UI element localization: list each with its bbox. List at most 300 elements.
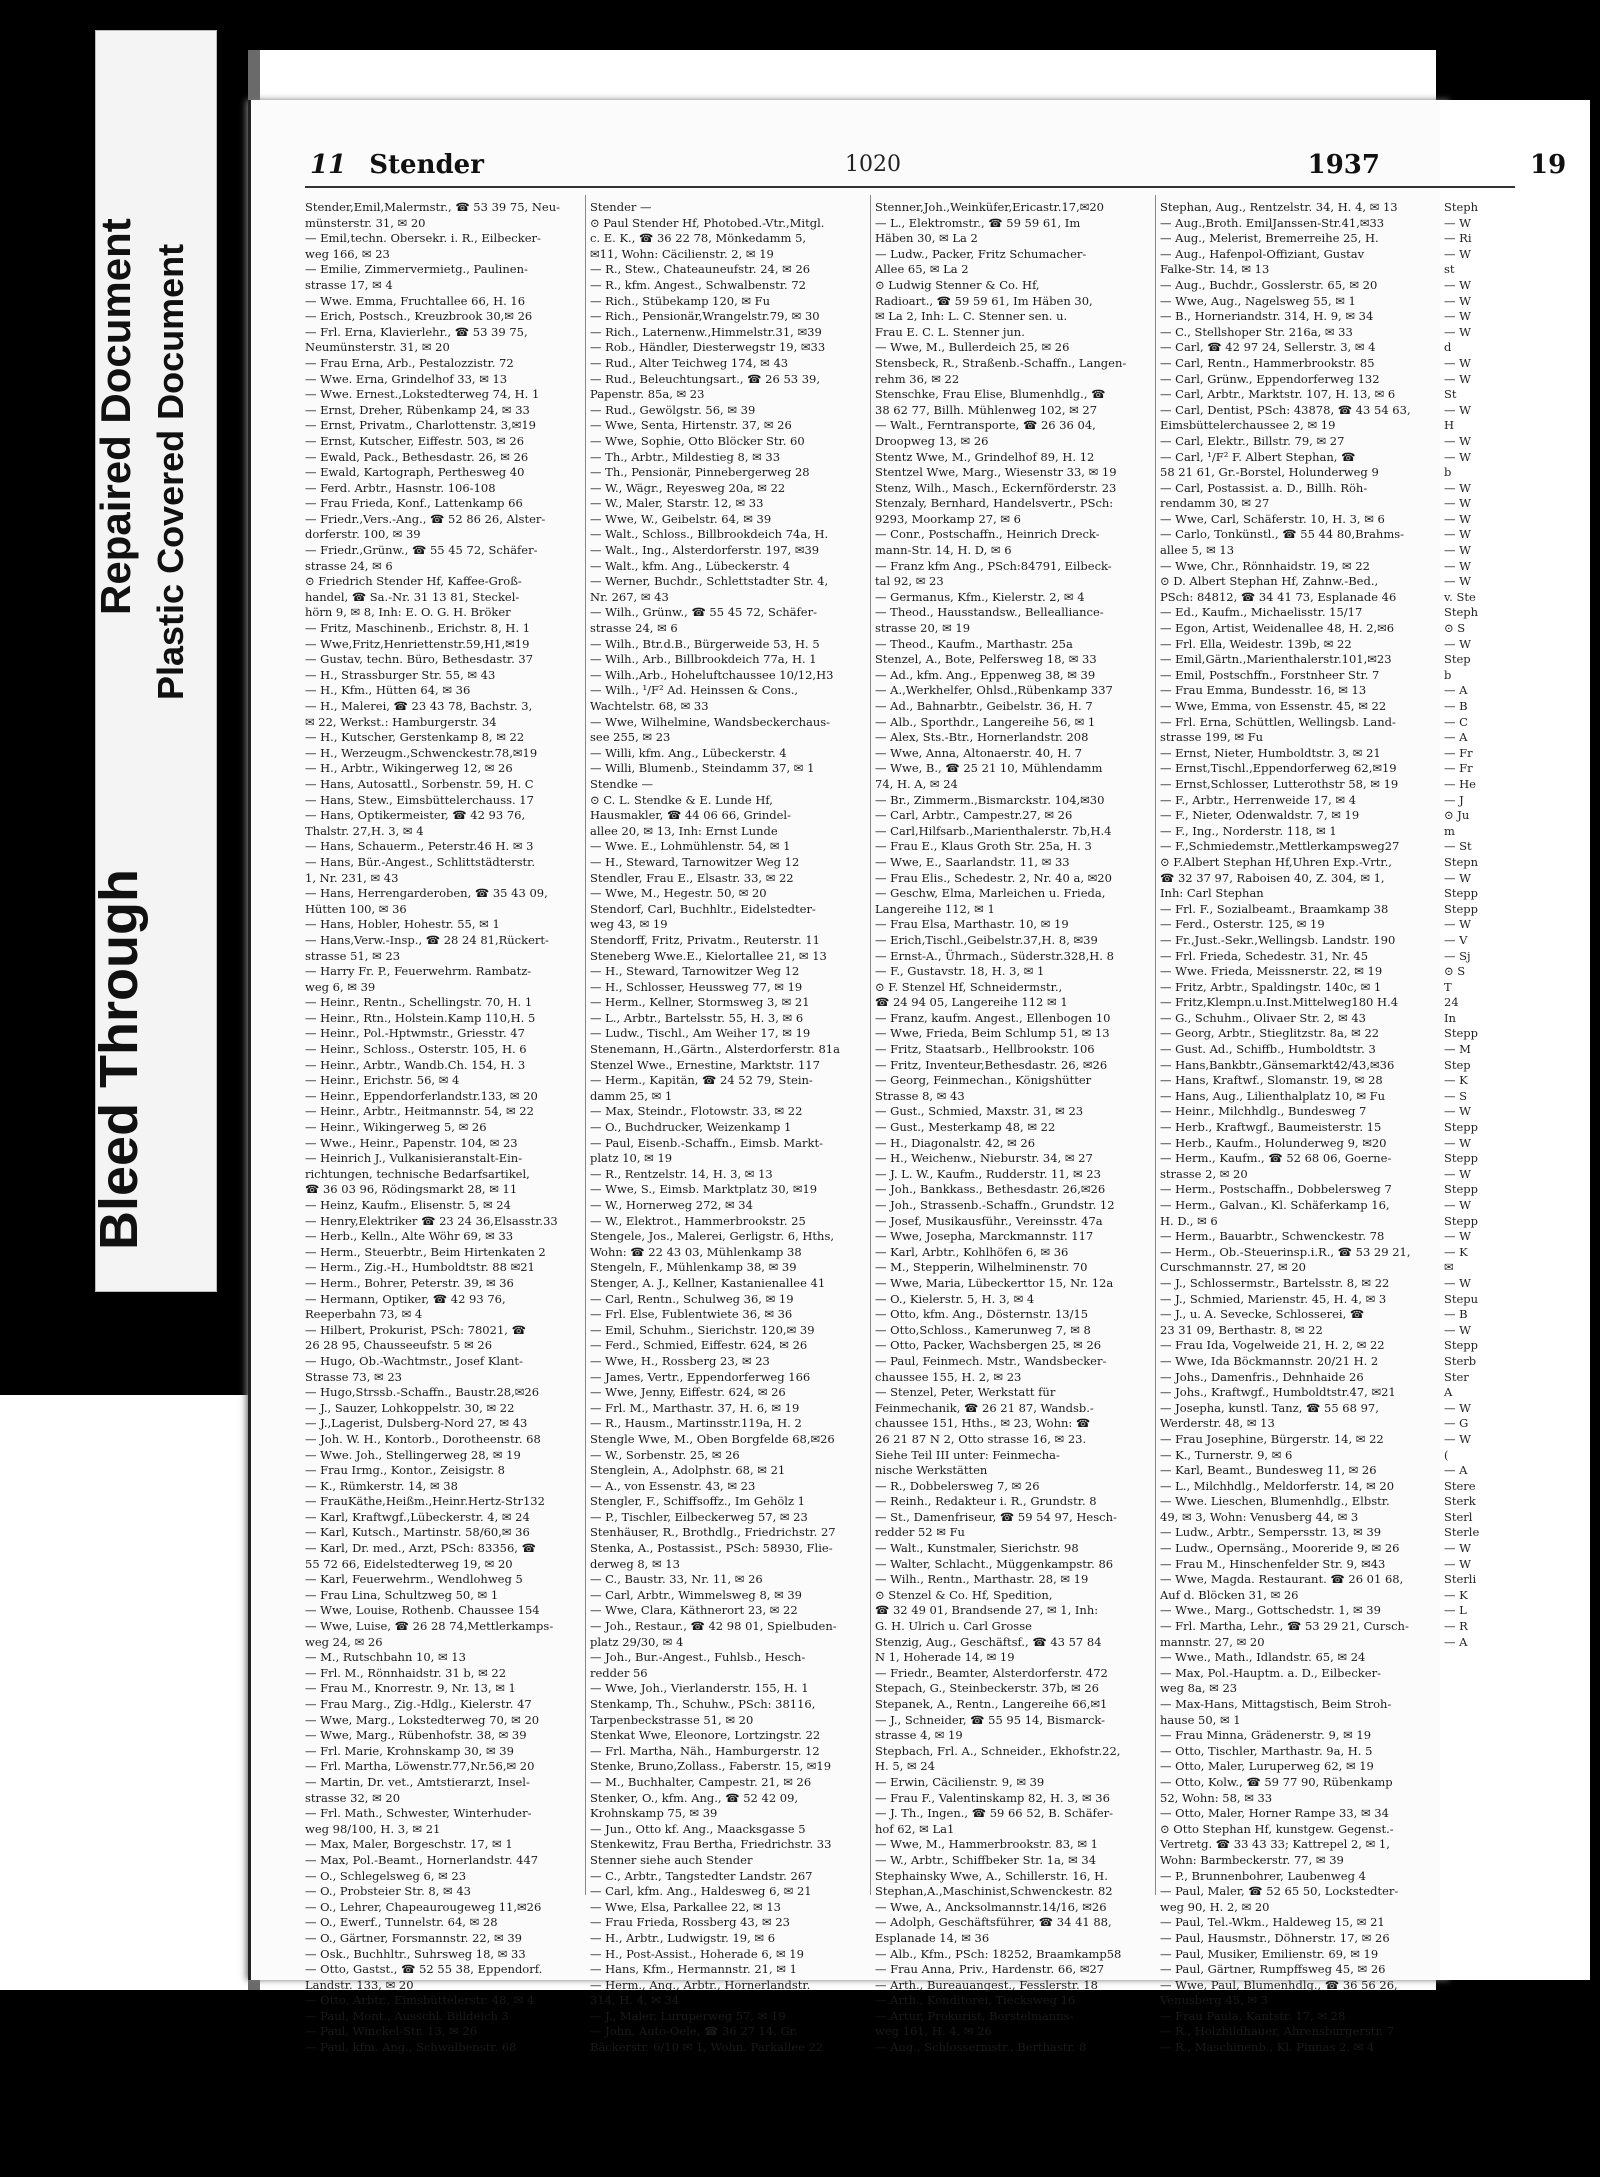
directory-entry: — Hans, Bür.-Angest., Schlittstädterstr. <box>305 854 536 869</box>
directory-entry: — H., Arbtr., Wikingerweg 12, ✉ 26 <box>305 761 513 776</box>
directory-entry: — Wwe. Erna, Grindelhof 33, ✉ 13 <box>305 371 508 386</box>
directory-entry: Curschmannstr. 27, ✉ 20 <box>1160 1260 1306 1275</box>
directory-entry: — Willi, kfm. Ang., Lübeckerstr. 4 <box>590 745 787 760</box>
directory-entry: Stephan, Aug., Rentzelstr. 34, H. 4, ✉ 13 <box>1160 200 1398 214</box>
directory-entry: Droopweg 13, ✉ 26 <box>875 433 989 448</box>
directory-entry: Eimsbüttelerchaussee 2, ✉ 19 <box>1160 418 1336 433</box>
directory-entry: Stenz, Wilh., Masch., Eckernförderstr. 23 <box>875 480 1117 495</box>
directory-entry: — Joh., Bur.-Angest., Fuhlsb., Hesch- <box>590 1650 806 1665</box>
directory-entry: — H., Steward, Tarnowitzer Weg 12 <box>590 854 800 869</box>
directory-entry: — Wwe, Frieda, Beim Schlump 51, ✉ 13 <box>875 1026 1110 1041</box>
directory-entry: chaussee 155, H. 2, ✉ 23 <box>875 1369 1022 1384</box>
directory-entry: weg 24, ✉ 26 <box>305 1634 383 1649</box>
directory-entry: — Fr <box>1444 745 1473 760</box>
directory-entry: chaussee 151, Hths., ✉ 23, Wohn: ☎ <box>875 1416 1091 1431</box>
directory-entry: — Otto, Arbtr., Eimsbüttelerstr. 48, ✉ 4 <box>305 1993 535 2008</box>
directory-entry: — James, Vertr., Eppendorferweg 166 <box>590 1369 811 1384</box>
directory-entry: — J., Maler, Luruperweg 57, ✉ 19 <box>590 2008 786 2023</box>
directory-entry: — Johs., Kraftwgf., Humboldtstr.47, ✉21 <box>1160 1385 1396 1400</box>
directory-entry: N 1, Hoherade 14, ✉ 19 <box>875 1650 1015 1665</box>
directory-entry: — Herm., Bauarbtr., Schwenckestr. 78 <box>1160 1229 1385 1244</box>
directory-entry: Steneberg Wwe.E., Kielortallee 21, ✉ 13 <box>590 948 827 963</box>
directory-entry: strasse 17, ✉ 4 <box>305 277 393 292</box>
directory-entry: — Ernst-A., Ührmach., Süderstr.328,H. 8 <box>875 948 1114 963</box>
directory-entry: — Hans, Herrengarderoben, ☎ 35 43 09, <box>305 886 548 901</box>
directory-entry: — W <box>1444 1135 1471 1150</box>
directory-entry: — Walt., Ing., Alsterdorferstr. 197, ✉39 <box>590 543 820 558</box>
directory-entry: ✉ <box>1444 1260 1454 1275</box>
directory-entry: handel, ☎ Sa.-Nr. 31 13 81, Steckel- <box>305 589 520 604</box>
directory-entry: Stenglein, A., Adolphstr. 68, ✉ 21 <box>590 1463 786 1478</box>
directory-entry: — W <box>1444 1400 1471 1415</box>
directory-entry: — Otto, Packer, Wachsbergen 25, ✉ 26 <box>875 1338 1102 1353</box>
directory-entry: Stenzel Wwe., Ernestine, Marktstr. 117 <box>590 1057 820 1072</box>
directory-entry: — Heinr., Pol.-Hptwmstr., Griesstr. 47 <box>305 1026 525 1041</box>
directory-entry: — Paul, Winckel-Str. 13, ✉ 26 <box>305 2024 478 2039</box>
directory-entry: nische Werkstätten <box>875 1463 988 1478</box>
directory-entry: — A <box>1444 1463 1468 1478</box>
directory-entry: — Frau Frieda, Rossberg 43, ✉ 23 <box>590 1915 790 1930</box>
directory-entry: ⊙ S <box>1444 964 1466 979</box>
directory-entry: — Frau Frieda, Konf., Lattenkamp 66 <box>305 496 523 511</box>
directory-entry: — W <box>1444 558 1471 573</box>
directory-entry: — Otto, Maler, Horner Rampe 33, ✉ 34 <box>1160 1806 1389 1821</box>
directory-entry: — W <box>1444 917 1471 932</box>
directory-entry: — Herb., Kraftwgf., Baumeisterstr. 15 <box>1160 1120 1382 1135</box>
directory-entry: richtungen, technische Bedarfsartikel, <box>305 1166 530 1181</box>
directory-entry: — Ferd. Arbtr., Hasnstr. 106-108 <box>305 480 496 495</box>
directory-entry: — A <box>1444 683 1468 698</box>
directory-entry: — W <box>1444 449 1471 464</box>
directory-entry: Stentzel Wwe, Marg., Wiesenstr 33, ✉ 19 <box>875 465 1117 480</box>
directory-entry: — Frl. Martha, Löwenstr.77,Nr.56,✉ 20 <box>305 1759 535 1774</box>
directory-entry: Falke-Str. 14, ✉ 13 <box>1160 262 1270 277</box>
directory-entry: — W <box>1444 1166 1471 1181</box>
directory-entry: — W <box>1444 1322 1471 1337</box>
directory-entry: — Otto, Gastst., ☎ 52 55 38, Eppendorf. <box>305 1962 543 1977</box>
directory-entry: Stepp <box>1444 1338 1479 1353</box>
directory-entry: — Willi, Blumenb., Steindamm 37, ✉ 1 <box>590 761 815 776</box>
directory-entry: — Hans, Aug., Lilienthalplatz 10, ✉ Fu <box>1160 1088 1385 1103</box>
directory-entry: — W <box>1444 1104 1471 1119</box>
directory-entry: — Hans, Schauerm., Peterstr.46 H. ✉ 3 <box>305 839 534 854</box>
directory-entry: Stepach, G., Steinbeckerstr. 37b, ✉ 26 <box>875 1681 1099 1696</box>
directory-entry: — Frl. F., Sozialbeamt., Braamkamp 38 <box>1160 901 1389 916</box>
directory-entry: — St., Damenfriseur, ☎ 59 54 97, Hesch- <box>875 1509 1117 1524</box>
directory-entry: — Carl, Grünw., Eppendorferweg 132 <box>1160 371 1380 386</box>
directory-entry: ✉11, Wohn: Cäcilienstr. 2, ✉ 19 <box>590 246 774 261</box>
directory-entry: — R., Stew., Chateauneufstr. 24, ✉ 26 <box>590 262 811 277</box>
directory-entry: — Frl. M., Rönnhaidstr. 31 b, ✉ 22 <box>305 1665 507 1680</box>
directory-entry: Thalstr. 27,H. 3, ✉ 4 <box>305 823 424 838</box>
directory-entry: Stepp <box>1444 1120 1479 1135</box>
directory-entry: — Jun., Otto kf. Ang., Maacksgasse 5 <box>590 1821 806 1836</box>
directory-entry: — Alb., Sporthdr., Langereihe 56, ✉ 1 <box>875 714 1096 729</box>
directory-entry: — Karl, Beamt., Bundesweg 11, ✉ 26 <box>1160 1463 1377 1478</box>
directory-entry: — Ed., Kaufm., Michaelisstr. 15/17 <box>1160 605 1363 620</box>
directory-entry: — Erich, Postsch., Kreuzbrook 30,✉ 26 <box>305 309 533 324</box>
directory-entry: — H., Steward, Tarnowitzer Weg 12 <box>590 964 800 979</box>
directory-entry: — Wwe, Emma, von Essenstr. 45, ✉ 22 <box>1160 699 1387 713</box>
directory-entry: — Wilh.,Arb., Hoheluftchaussee 10/12,H3 <box>590 667 834 682</box>
directory-entry: Stenemann, H.,Gärtn., Alsterdorferstr. 81a <box>590 1042 840 1057</box>
directory-entry: — Frl. Ella, Weidestr. 139b, ✉ 22 <box>1160 636 1352 651</box>
directory-entry: — L., Arbtr., Bartelsstr. 55, H. 3, ✉ 6 <box>590 1010 804 1025</box>
directory-entry: — C., Stellshoper Str. 216a, ✉ 33 <box>1160 324 1353 339</box>
directory-entry: — Aug., Schlossermstr., Berthastr. 8 <box>875 2040 1087 2055</box>
directory-entry: Bäckerstr. 6/10 ✉ 1, Wohn. Parkallee 22 <box>590 2040 824 2055</box>
directory-entry: Sterle <box>1444 1525 1480 1540</box>
directory-entry: — A.,Werkhelfer, Ohlsd.,Rübenkamp 337 <box>875 683 1113 698</box>
directory-entry: Stensbeck, R., Straßenb.-Schaffn., Langen- <box>875 355 1127 370</box>
directory-entry: ⊙ Ju <box>1444 808 1470 823</box>
directory-entry: — Fritz, Staatsarb., Hellbrookstr. 106 <box>875 1042 1095 1057</box>
directory-entry: — John, Auto-Oele, ☎ 36 27 14, Gr. <box>590 2024 798 2039</box>
column-divider <box>1155 195 1156 1895</box>
directory-entry: Stendler, Frau E., Elsastr. 33, ✉ 22 <box>590 870 794 885</box>
plastic-covered-label: Plastic Covered Document <box>150 243 191 700</box>
directory-entry: — Wwe., Heinr., Papenstr. 104, ✉ 23 <box>305 1135 518 1150</box>
directory-entry: — Martin, Dr. vet., Amtstierarzt, Insel- <box>305 1774 530 1789</box>
directory-entry: Stepp <box>1444 1026 1479 1041</box>
directory-entry: — Frau Emma, Bundesstr. 16, ✉ 13 <box>1160 683 1367 698</box>
directory-entry: ⊙ C. L. Stendke & E. Lunde Hf, <box>590 792 773 807</box>
directory-entry: — Theod., Kaufm., Marthastr. 25a <box>875 636 1073 651</box>
directory-entry: — Ewald, Kartograph, Perthesweg 40 <box>305 465 525 480</box>
directory-entry: — Josef, Musikausführ., Vereinsstr. 47a <box>875 1213 1103 1228</box>
directory-entry: hause 50, ✉ 1 <box>1160 1712 1241 1727</box>
directory-entry: — R., Rentzelstr. 14, H. 3, ✉ 13 <box>590 1166 773 1181</box>
directory-entry: — B., Horneriandstr. 314, H. 9, ✉ 34 <box>1160 309 1374 324</box>
directory-entry: — Paul, Maler, ☎ 52 65 50, Lockstedter- <box>1160 1884 1399 1899</box>
directory-entry: ☎ 32 37 97, Raboisen 40, Z. 304, ✉ 1, <box>1160 870 1385 885</box>
directory-entry: Stenke, Bruno,Zollass., Faberstr. 15, ✉19 <box>590 1759 832 1774</box>
directory-entry: — Paul, Mont., Ausschl. Billdeich 3 <box>305 2008 509 2023</box>
directory-entry: — Heinz, Kaufm., Elisenstr. 5, ✉ 24 <box>305 1198 511 1212</box>
directory-entry: — W <box>1444 246 1471 261</box>
directory-entry: — Fr <box>1444 761 1473 776</box>
directory-entry: — Geschw, Elma, Marleichen u. Frieda, <box>875 886 1106 901</box>
directory-entry: — S <box>1444 1088 1468 1103</box>
directory-entry: — Karl, Dr. med., Arzt, PSch: 83356, ☎ <box>305 1541 536 1556</box>
directory-entry: platz 29/30, ✉ 4 <box>590 1634 684 1649</box>
directory-entry: — Frau Paula, Kantstr. 17, ✉ 28 <box>1160 2008 1346 2023</box>
directory-entry: — H., Diagonalstr. 42, ✉ 26 <box>875 1135 1036 1150</box>
directory-entry: — L., Elektromstr., ☎ 59 59 61, Im <box>875 215 1081 230</box>
directory-entry: — Max, Pol.-Hauptm. a. D., Eilbecker- <box>1160 1665 1381 1680</box>
directory-entry: — A., von Essenstr. 43, ✉ 23 <box>590 1478 756 1493</box>
directory-entry: — Otto,Schloss., Kamerunweg 7, ✉ 8 <box>875 1322 1091 1337</box>
directory-entry: — M., Stepperin, Wilhelminenstr. 70 <box>875 1260 1088 1275</box>
directory-entry: Steph <box>1444 200 1479 214</box>
directory-entry: — W <box>1444 870 1471 885</box>
directory-entry: — W <box>1444 215 1471 230</box>
directory-entry: Stentz Wwe, M., Grindelhof 89, H. 12 <box>875 449 1095 464</box>
directory-entry: — Joh., Restaur., ☎ 42 98 01, Spielbuden- <box>590 1619 837 1634</box>
directory-entry: hof 62, ✉ La1 <box>875 1821 955 1836</box>
directory-entry: — Sj <box>1444 948 1471 963</box>
directory-entry: — Wwe. Emma, Fruchtallee 66, H. 16 <box>305 293 526 308</box>
directory-entry: — J <box>1444 792 1464 807</box>
directory-entry: — Joh., Bankkass., Bethesdastr. 26,✉26 <box>875 1182 1106 1197</box>
directory-entry: 9293, Moorkamp 27, ✉ 6 <box>875 511 1021 526</box>
page-number: 1020 <box>845 152 901 177</box>
directory-entry: — M., Buchhalter, Campestr. 21, ✉ 26 <box>590 1774 812 1789</box>
directory-entry: strasse 24, ✉ 6 <box>590 621 678 636</box>
directory-entry: Stenner,Joh.,Weinküfer,Ericastr.17,✉20 <box>875 200 1105 214</box>
directory-entry: — Arth., Bureauangest., Fesslerstr. 18 <box>875 1977 1098 1992</box>
directory-entry: — Wwe., Marg., Gottschedstr. 1, ✉ 39 <box>1160 1603 1381 1618</box>
directory-entry: — Friedr.,Vers.-Ang., ☎ 52 86 26, Alster- <box>305 511 546 526</box>
directory-entry: — Heinr., Rtn., Holstein.Kamp 110,H. 5 <box>305 1010 536 1025</box>
directory-entry: — Egon, Artist, Weidenallee 48, H. 2,✉6 <box>1160 621 1395 636</box>
directory-entry: — Paul, kfm. Ang., Schwalbenstr. 68 <box>305 2040 517 2055</box>
directory-entry: — P., Brunnenbohrer, Laubenweg 4 <box>1160 1868 1366 1883</box>
directory-entry: — Hugo, Ob.-Wachtmstr., Josef Klant- <box>305 1353 523 1368</box>
directory-entry: — A <box>1444 730 1468 745</box>
directory-entry: — W., Wägr., Reyesweg 20a, ✉ 22 <box>590 480 786 495</box>
directory-entry: — Alb., Kfm., PSch: 18252, Braamkamp58 <box>875 1946 1122 1961</box>
header-left <box>310 150 484 180</box>
directory-entry: — Wwe, Marg., Lokstedterweg 70, ✉ 20 <box>305 1712 540 1727</box>
directory-entry: weg 166, ✉ 23 <box>305 246 390 261</box>
directory-entry: b <box>1444 465 1452 480</box>
directory-entry: — Herm., Ang., Arbtr., Hornerlandstr. <box>590 1977 811 1992</box>
directory-entry: — Wwe, Clara, Käthnerort 23, ✉ 22 <box>590 1603 798 1618</box>
header-rule <box>305 186 1515 188</box>
directory-entry: — Ernst,Tischl.,Eppendorferweg 62,✉19 <box>1160 761 1397 776</box>
directory-entry: — O., Kielerstr. 5, H. 3, ✉ 4 <box>875 1291 1035 1306</box>
directory-entry: — Wwe, S., Eimsb. Marktplatz 30, ✉19 <box>590 1182 818 1197</box>
directory-entry: — Paul, Musiker, Emilienstr. 69, ✉ 19 <box>1160 1946 1379 1961</box>
directory-entry: — Herm., Ob.-Steuerinsp.i.R., ☎ 53 29 21, <box>1160 1244 1411 1259</box>
directory-entry: — J., Schlossermstr., Bartelsstr. 8, ✉ 22 <box>1160 1275 1390 1290</box>
directory-entry: — Wwe,Fritz,Henriettenstr.59,H1,✉19 <box>305 636 530 651</box>
directory-entry: rehm 36, ✉ 22 <box>875 371 960 386</box>
directory-entry: — F., Arbtr., Herrenweide 17, ✉ 4 <box>1160 792 1357 807</box>
directory-entry: — Wwe, Elsa, Parkallee 22, ✉ 13 <box>590 1899 781 1914</box>
directory-entry: — Josepha, kunstl. Tanz, ☎ 55 68 97, <box>1160 1400 1379 1415</box>
directory-entry: — Aug., Buchdr., Gosslerstr. 65, ✉ 20 <box>1160 277 1378 292</box>
directory-entry: — Frl. Math., Schwester, Winterhuder- <box>305 1806 532 1821</box>
directory-entry: c. E. K., ☎ 36 22 78, Mönkedamm 5, <box>590 231 807 246</box>
directory-entry: Tarpenbeckstrasse 51, ✉ 20 <box>590 1712 754 1727</box>
directory-entry: ( <box>1444 1447 1449 1462</box>
directory-entry: ⊙ S <box>1444 621 1466 636</box>
directory-entry: Venusberg 45, ✉ 3 <box>1160 1993 1269 2008</box>
directory-entry: — Georg, Arbtr., Stieglitzstr. 8a, ✉ 22 <box>1160 1026 1380 1041</box>
directory-entry: Hütten 100, ✉ 36 <box>305 901 407 916</box>
directory-entry: Stenner siehe auch Stender <box>590 1852 753 1867</box>
directory-entry: — Walter, Schlacht., Müggenkampstr. 86 <box>875 1556 1114 1571</box>
directory-entry: 55 72 66, Eidelstedterweg 19, ✉ 20 <box>305 1556 513 1571</box>
directory-entry: H <box>1444 418 1455 433</box>
directory-entry: Stenker, O., kfm. Ang., ☎ 52 42 09, <box>590 1790 799 1805</box>
directory-entry: — W., Hornerweg 272, ✉ 34 <box>590 1198 753 1212</box>
directory-entry: redder 56 <box>590 1665 648 1680</box>
directory-entry: — W <box>1444 636 1471 651</box>
directory-entry: ⊙ Friedrich Stender Hf, Kaffee-Groß- <box>305 574 522 589</box>
directory-entry: — Herm., Kapitän, ☎ 24 52 79, Stein- <box>590 1073 813 1088</box>
directory-entry: — Ludw., Arbtr., Sempersstr. 13, ✉ 39 <box>1160 1525 1382 1540</box>
directory-entry: ⊙ F. Stenzel Hf, Schneidermstr., <box>875 979 1063 994</box>
directory-entry: Stengeln, F., Mühlenkamp 38, ✉ 39 <box>590 1260 797 1275</box>
directory-entry: — Frl. Erna, Klavierlehr., ☎ 53 39 75, <box>305 324 528 339</box>
directory-entry: — Friedr.,Grünw., ☎ 55 45 72, Schäfer- <box>305 543 538 558</box>
directory-entry: — Wwe, Marg., Rübenhofstr. 38, ✉ 39 <box>305 1728 527 1743</box>
directory-entry: — Frl. Frieda, Schedestr. 31, Nr. 45 <box>1160 948 1369 963</box>
directory-entry: — Max, Maler, Borgeschstr. 17, ✉ 1 <box>305 1837 513 1852</box>
directory-entry: ⊙ D. Albert Stephan Hf, Zahnw.-Bed., <box>1160 574 1379 589</box>
directory-entry: Feinmechanik, ☎ 26 21 87, Wandsb.- <box>875 1400 1094 1415</box>
directory-entry: münsterstr. 31, ✉ 20 <box>305 215 426 230</box>
directory-entry: — H., Strassburger Str. 55, ✉ 43 <box>305 667 496 682</box>
directory-entry: — H., Weichenw., Nieburstr. 34, ✉ 27 <box>875 1151 1093 1166</box>
directory-entry: — Ernst,Schlosser, Lutterothstr 58, ✉ 19 <box>1160 776 1399 791</box>
directory-entry: — W <box>1444 1229 1471 1244</box>
directory-entry: — Frl. Martha, Lehr., ☎ 53 29 21, Cursch- <box>1160 1619 1409 1634</box>
directory-entry: Sterli <box>1444 1572 1477 1587</box>
directory-entry: — Wwe, Josepha, Marckmannstr. 117 <box>875 1229 1094 1244</box>
directory-entry: — Rich., Laternenw.,Himmelstr.31, ✉39 <box>590 324 822 339</box>
directory-entry: — Gust. Ad., Schiffb., Humboldtstr. 3 <box>1160 1042 1376 1057</box>
directory-entry: ☎ 36 03 96, Rödingsmarkt 28, ✉ 11 <box>305 1182 518 1197</box>
directory-entry: — G <box>1444 1416 1469 1431</box>
directory-entry: — Harry Fr. P., Feuerwehrm. Rambatz- <box>305 964 532 979</box>
directory-entry: — Frau Minna, Grädenerstr. 9, ✉ 19 <box>1160 1728 1372 1743</box>
directory-entry: 24 <box>1444 995 1459 1010</box>
directory-entry: — Ernst, Kutscher, Eiffestr. 503, ✉ 26 <box>305 433 525 448</box>
directory-entry: — Herm., Kellner, Stormsweg 3, ✉ 21 <box>590 995 810 1010</box>
directory-entry: — Frl. M., Marthastr. 37, H. 6, ✉ 19 <box>590 1400 800 1415</box>
directory-entry: — Frau Josephine, Bürgerstr. 14, ✉ 22 <box>1160 1431 1384 1446</box>
directory-entry: — Wwe. Joh., Stellingerweg 28, ✉ 19 <box>305 1447 521 1462</box>
directory-entry: — Emilie, Zimmervermietg., Paulinen- <box>305 262 528 277</box>
directory-entry: Krohnskamp 75, ✉ 39 <box>590 1806 718 1821</box>
directory-entry: — R., Holzbildhauer, Ahrensburgerstr. 7 <box>1160 2024 1395 2039</box>
directory-entry: — Frau Ida, Vogelweide 21, H. 2, ✉ 22 <box>1160 1338 1385 1353</box>
directory-entry: — Frau Irmg., Kontor., Zeisigstr. 8 <box>305 1463 505 1478</box>
directory-entry: — W <box>1444 543 1471 558</box>
directory-entry: — Rich., Pensionär,Wrangelstr.79, ✉ 30 <box>590 309 820 324</box>
directory-entry: — Emil,Gärtn.,Marienthalerstr.101,✉23 <box>1160 652 1392 667</box>
directory-entry: Werderstr. 48, ✉ 13 <box>1160 1416 1275 1431</box>
directory-entry: — G., Schuhm., Olivaer Str. 2, ✉ 43 <box>1160 1010 1367 1025</box>
directory-entry: — Joh., Strassenb.-Schaffn., Grundstr. 12 <box>875 1198 1115 1212</box>
directory-entry: Stepp <box>1444 1182 1479 1197</box>
directory-entry: — Hans, Kfm., Hermannstr. 21, ✉ 1 <box>590 1962 797 1977</box>
directory-entry: weg 8a, ✉ 23 <box>1160 1681 1238 1696</box>
directory-entry: strasse 4, ✉ 19 <box>875 1728 963 1743</box>
directory-entry: — Wwe. Lieschen, Blumenhdlg., Elbstr. <box>1160 1494 1390 1509</box>
directory-entry: — Karl, Kraftwgf.,Lübeckerstr. 4, ✉ 24 <box>305 1509 530 1524</box>
directory-entry: Strasse 73, ✉ 23 <box>305 1369 402 1384</box>
directory-entry: — Artur, Prokurist, Borstelmanns- <box>875 2008 1074 2023</box>
directory-entry: 49, ✉ 3, Wohn: Venusberg 44, ✉ 3 <box>1160 1509 1359 1524</box>
directory-entry: — Aug., Melerist, Bremerreihe 25, H. <box>1160 231 1379 246</box>
directory-entry: Stenkamp, Th., Schuhw., PSch: 38116, <box>590 1697 816 1711</box>
directory-column-2 <box>590 200 860 2055</box>
directory-entry: platz 10, ✉ 19 <box>590 1151 673 1166</box>
directory-entry: — Wwe, Chr., Rönnhaidstr. 19, ✉ 22 <box>1160 558 1370 573</box>
directory-entry: — Frau M., Knorrestr. 9, Nr. 13, ✉ 1 <box>305 1681 516 1696</box>
directory-entry: T <box>1444 979 1452 994</box>
directory-entry: — Carl,Hilfsarb.,Marienthalerstr. 7b,H.4 <box>875 823 1112 838</box>
directory-entry: Wachtelstr. 68, ✉ 33 <box>590 699 709 713</box>
directory-entry: Wohn: Barmbeckerstr. 77, ✉ 39 <box>1160 1852 1344 1867</box>
directory-entry: Stepp <box>1444 1151 1479 1166</box>
directory-entry: weg 43, ✉ 19 <box>590 917 668 932</box>
directory-entry: — Herm., Kaufm., ☎ 52 68 06, Goerne- <box>1160 1151 1392 1166</box>
directory-entry: — Henry,Elektriker ☎ 23 24 36,Elsasstr.33 <box>305 1213 558 1228</box>
directory-entry: — O., Probsteier Str. 8, ✉ 43 <box>305 1884 471 1899</box>
directory-entry: Auf d. Blöcken 31, ✉ 26 <box>1160 1587 1299 1602</box>
directory-entry: hörn 9, ✉ 8, Inh: E. O. G. H. Bröker <box>305 605 511 620</box>
directory-entry: strasse 32, ✉ 20 <box>305 1790 401 1805</box>
directory-entry: — Hans, Optikermeister, ☎ 42 93 76, <box>305 808 526 823</box>
directory-entry: — R <box>1444 1619 1468 1634</box>
directory-entry: Papenstr. 85a, ✉ 23 <box>590 387 705 402</box>
directory-entry: — Frau Anna, Priv., Hardenstr. 66, ✉27 <box>875 1962 1105 1977</box>
directory-entry: ⊙ Stenzel & Co. Hf, Spedition, <box>875 1587 1053 1602</box>
directory-entry: weg 90, H. 2, ✉ 20 <box>1160 1899 1270 1914</box>
directory-entry: strasse 24, ✉ 6 <box>305 558 393 573</box>
directory-entry: H. 5, ✉ 24 <box>875 1759 935 1774</box>
directory-entry: — Carl, ¹/F² F. Albert Stephan, ☎ <box>1160 449 1356 464</box>
directory-entry: — Carl, Arbtr., Campestr.27, ✉ 26 <box>875 808 1073 823</box>
directory-entry: — H., Werzeugm.,Schwenckestr.78,✉19 <box>305 745 538 760</box>
directory-entry: tal 92, ✉ 23 <box>875 574 944 589</box>
directory-entry: — L <box>1444 1603 1467 1618</box>
directory-entry: — Gust., Mesterkamp 48, ✉ 22 <box>875 1120 1056 1135</box>
directory-column-4 <box>1160 200 1435 2055</box>
directory-column-1 <box>305 200 580 2055</box>
directory-entry: — W., Sorbenstr. 25, ✉ 26 <box>590 1447 740 1462</box>
directory-entry: — F., Ing., Norderstr. 118, ✉ 1 <box>1160 823 1337 838</box>
directory-entry: — Emil, Postschffn., Forstnheer Str. 7 <box>1160 667 1380 682</box>
directory-entry: — Fr.,Just.-Sekr.,Wellingsb. Landstr. 190 <box>1160 932 1396 947</box>
directory-entry: — Wilh., ¹/F² Ad. Heinssen & Cons., <box>590 683 799 698</box>
directory-entry: — Heinrich J., Vulkanisieranstalt-Ein- <box>305 1151 523 1166</box>
directory-entry: Stenzel, A., Bote, Pelfersweg 18, ✉ 33 <box>875 652 1097 667</box>
directory-entry: b <box>1444 667 1452 682</box>
directory-entry: — Wwe, Aug., Nagelsweg 55, ✉ 1 <box>1160 293 1356 308</box>
directory-entry: ⊙ F.Albert Stephan Hf,Uhren Exp.-Vrtr., <box>1160 854 1392 869</box>
directory-entry: — Paul, Eisenb.-Schaffn., Eimsb. Markt- <box>590 1135 823 1150</box>
directory-entry: — Wwe, Anna, Altonaerstr. 40, H. 7 <box>875 745 1082 760</box>
directory-entry: — M <box>1444 1042 1471 1057</box>
directory-entry: — He <box>1444 776 1476 791</box>
directory-entry: — Karl, Arbtr., Kohlhöfen 6, ✉ 36 <box>875 1244 1069 1259</box>
directory-entry: Stengle Wwe, M., Oben Borgfelde 68,✉26 <box>590 1431 835 1446</box>
directory-entry: Nr. 267, ✉ 43 <box>590 589 669 604</box>
directory-entry: — O., Lehrer, Chapeaurougeweg 11,✉26 <box>305 1899 542 1914</box>
directory-entry: weg 6, ✉ 39 <box>305 979 376 994</box>
directory-entry: ⊙ Ludwig Stenner & Co. Hf, <box>875 277 1040 292</box>
directory-entry: — Frau Elis., Schedestr. 2, Nr. 40 a, ✉20 <box>875 870 1112 885</box>
directory-entry: — Erich,Tischl.,Geibelstr.37,H. 8, ✉39 <box>875 932 1098 947</box>
directory-entry: Stepp <box>1444 901 1479 916</box>
directory-entry: — Wilh., Btr.d.B., Bürgerweide 53, H. 5 <box>590 636 820 651</box>
directory-entry: — K., Rümkerstr. 14, ✉ 38 <box>305 1478 458 1493</box>
directory-entry: Stephan,A.,Maschinist,Schwenckestr. 82 <box>875 1884 1113 1899</box>
directory-entry: 74, H. A, ✉ 24 <box>875 776 958 791</box>
directory-entry: In <box>1444 1010 1456 1025</box>
directory-entry: Stengler, F., Schiffsoffz., Im Gehölz 1 <box>590 1494 805 1509</box>
directory-entry: Siehe Teil III unter: Feinmecha- <box>875 1447 1060 1462</box>
directory-entry: weg 161, H. 4, ✉ 26 <box>875 2024 992 2039</box>
directory-entry: — Wwe, Jenny, Eiffestr. 624, ✉ 26 <box>590 1385 786 1400</box>
